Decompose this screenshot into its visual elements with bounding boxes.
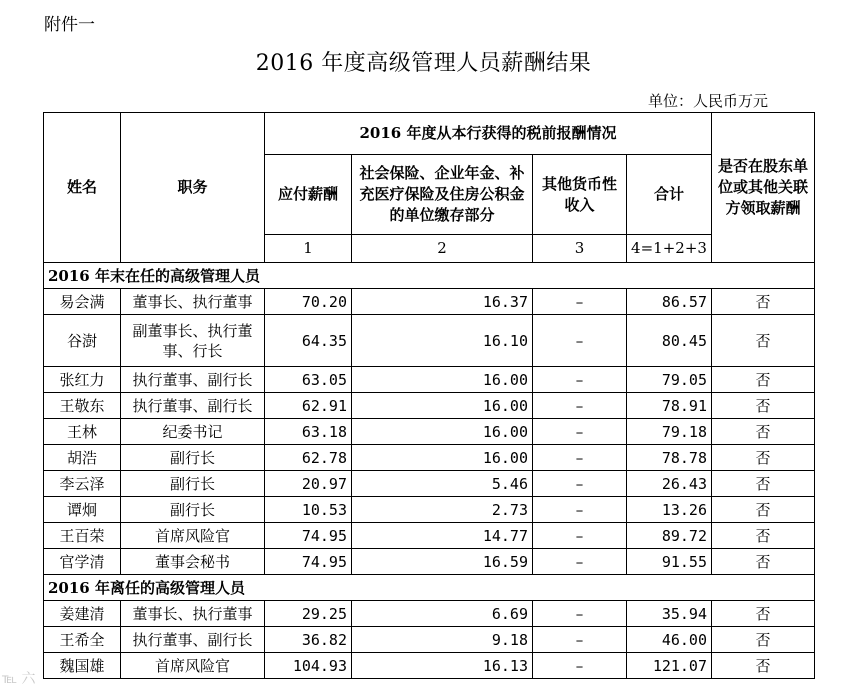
- cell-position: 副行长: [121, 471, 265, 497]
- table-row: [44, 315, 815, 367]
- col-index-4: 4=1+2+3: [627, 235, 712, 263]
- cell-position: 纪委书记: [121, 419, 265, 445]
- cell-pay: 64.35: [265, 315, 352, 367]
- section-heading: 2016 年末在任的高级管理人员: [44, 263, 815, 289]
- cell-position: 副董事长、执行董事、行长: [121, 315, 265, 367]
- cell-other: –: [533, 627, 627, 653]
- cell-position: 副行长: [121, 497, 265, 523]
- cell-insurance: 16.10: [352, 315, 533, 367]
- col-header-pay: 应付薪酬: [265, 155, 352, 235]
- cell-pay: 62.78: [265, 445, 352, 471]
- salary-table: [43, 112, 815, 679]
- cell-pay: 74.95: [265, 549, 352, 575]
- cell-pay: 20.97: [265, 471, 352, 497]
- cell-pay: 10.53: [265, 497, 352, 523]
- col-header-insurance: 社会保险、企业年金、补充医疗保险及住房公积金的单位缴存部分: [352, 155, 533, 235]
- cell-related: 否: [712, 315, 815, 367]
- cell-related: 否: [712, 601, 815, 627]
- cell-related: 否: [712, 523, 815, 549]
- cell-other: –: [533, 549, 627, 575]
- cell-name: 王敬东: [44, 393, 121, 419]
- cell-insurance: 16.00: [352, 367, 533, 393]
- cell-insurance: 16.00: [352, 393, 533, 419]
- cell-name: 李云泽: [44, 471, 121, 497]
- col-index-3: 3: [533, 235, 627, 263]
- cell-other: –: [533, 653, 627, 679]
- cell-other: –: [533, 315, 627, 367]
- col-header-related: 是否在股东单位或其他关联方领取薪酬: [712, 113, 815, 263]
- cell-total: 78.78: [627, 445, 712, 471]
- cell-total: 79.18: [627, 419, 712, 445]
- cell-position: 执行董事、副行长: [121, 367, 265, 393]
- cell-other: –: [533, 497, 627, 523]
- table-row: [44, 549, 815, 575]
- cell-related: 否: [712, 549, 815, 575]
- cell-related: 否: [712, 393, 815, 419]
- cell-position: 执行董事、副行长: [121, 627, 265, 653]
- col-index-2: 2: [352, 235, 533, 263]
- table-row: [44, 367, 815, 393]
- table-row: [44, 497, 815, 523]
- cell-related: 否: [712, 367, 815, 393]
- table-row: [44, 471, 815, 497]
- section-heading: 2016 年离任的高级管理人员: [44, 575, 815, 601]
- cell-name: 魏国雄: [44, 653, 121, 679]
- table-row: [44, 289, 815, 315]
- cell-other: –: [533, 523, 627, 549]
- cell-name: 胡浩: [44, 445, 121, 471]
- cell-name: 谷澍: [44, 315, 121, 367]
- cell-related: 否: [712, 445, 815, 471]
- table-row: [44, 627, 815, 653]
- cell-other: –: [533, 367, 627, 393]
- table-row: [44, 523, 815, 549]
- cell-pay: 36.82: [265, 627, 352, 653]
- cell-total: 91.55: [627, 549, 712, 575]
- cell-insurance: 16.00: [352, 445, 533, 471]
- cell-total: 26.43: [627, 471, 712, 497]
- table-body: [44, 263, 815, 679]
- cell-total: 35.94: [627, 601, 712, 627]
- cell-insurance: 16.59: [352, 549, 533, 575]
- cell-total: 13.26: [627, 497, 712, 523]
- cell-total: 78.91: [627, 393, 712, 419]
- cell-pay: 63.18: [265, 419, 352, 445]
- col-header-total: 合计: [627, 155, 712, 235]
- cell-related: 否: [712, 627, 815, 653]
- col-header-other: 其他货币性收入: [533, 155, 627, 235]
- cell-position: 副行长: [121, 445, 265, 471]
- cell-position: 首席风险官: [121, 523, 265, 549]
- cell-position: 执行董事、副行长: [121, 393, 265, 419]
- cell-total: 80.45: [627, 315, 712, 367]
- cell-other: –: [533, 393, 627, 419]
- cell-total: 46.00: [627, 627, 712, 653]
- cell-related: 否: [712, 471, 815, 497]
- cell-insurance: 6.69: [352, 601, 533, 627]
- cell-name: 易会满: [44, 289, 121, 315]
- cell-insurance: 16.37: [352, 289, 533, 315]
- cell-name: 王林: [44, 419, 121, 445]
- table-row: [44, 393, 815, 419]
- cell-total: 79.05: [627, 367, 712, 393]
- table-row: [44, 601, 815, 627]
- cell-other: –: [533, 289, 627, 315]
- cell-other: –: [533, 419, 627, 445]
- cell-insurance: 16.00: [352, 419, 533, 445]
- table-row: [44, 445, 815, 471]
- col-header-position: 职务: [121, 113, 265, 263]
- cell-pay: 29.25: [265, 601, 352, 627]
- cell-other: –: [533, 445, 627, 471]
- cell-name: 王百荣: [44, 523, 121, 549]
- cell-total: 89.72: [627, 523, 712, 549]
- table-row: [44, 653, 815, 679]
- unit-note: 单位：人民币万元: [648, 92, 769, 110]
- cell-position: 董事长、执行董事: [121, 601, 265, 627]
- cell-related: 否: [712, 497, 815, 523]
- cell-related: 否: [712, 419, 815, 445]
- cell-total: 86.57: [627, 289, 712, 315]
- cell-name: 张红力: [44, 367, 121, 393]
- col-header-name: 姓名: [44, 113, 121, 263]
- cell-name: 官学清: [44, 549, 121, 575]
- cell-pay: 62.91: [265, 393, 352, 419]
- cell-insurance: 14.77: [352, 523, 533, 549]
- cell-position: 董事会秘书: [121, 549, 265, 575]
- annex-label: 附件一: [44, 15, 95, 35]
- cell-other: –: [533, 601, 627, 627]
- cell-name: 谭炯: [44, 497, 121, 523]
- watermark: ℡ 六: [2, 671, 36, 687]
- cell-position: 首席风险官: [121, 653, 265, 679]
- cell-other: –: [533, 471, 627, 497]
- cell-insurance: 2.73: [352, 497, 533, 523]
- cell-name: 姜建清: [44, 601, 121, 627]
- cell-pay: 104.93: [265, 653, 352, 679]
- cell-pay: 63.05: [265, 367, 352, 393]
- cell-name: 王希全: [44, 627, 121, 653]
- cell-insurance: 9.18: [352, 627, 533, 653]
- cell-related: 否: [712, 653, 815, 679]
- cell-pay: 74.95: [265, 523, 352, 549]
- cell-related: 否: [712, 289, 815, 315]
- cell-insurance: 16.13: [352, 653, 533, 679]
- col-index-1: 1: [265, 235, 352, 263]
- col-group-header: 2016 年度从本行获得的税前报酬情况: [265, 113, 712, 155]
- cell-insurance: 5.46: [352, 471, 533, 497]
- cell-total: 121.07: [627, 653, 712, 679]
- page-title: 2016 年度高级管理人员薪酬结果: [255, 51, 592, 76]
- table-row: [44, 419, 815, 445]
- cell-position: 董事长、执行董事: [121, 289, 265, 315]
- cell-pay: 70.20: [265, 289, 352, 315]
